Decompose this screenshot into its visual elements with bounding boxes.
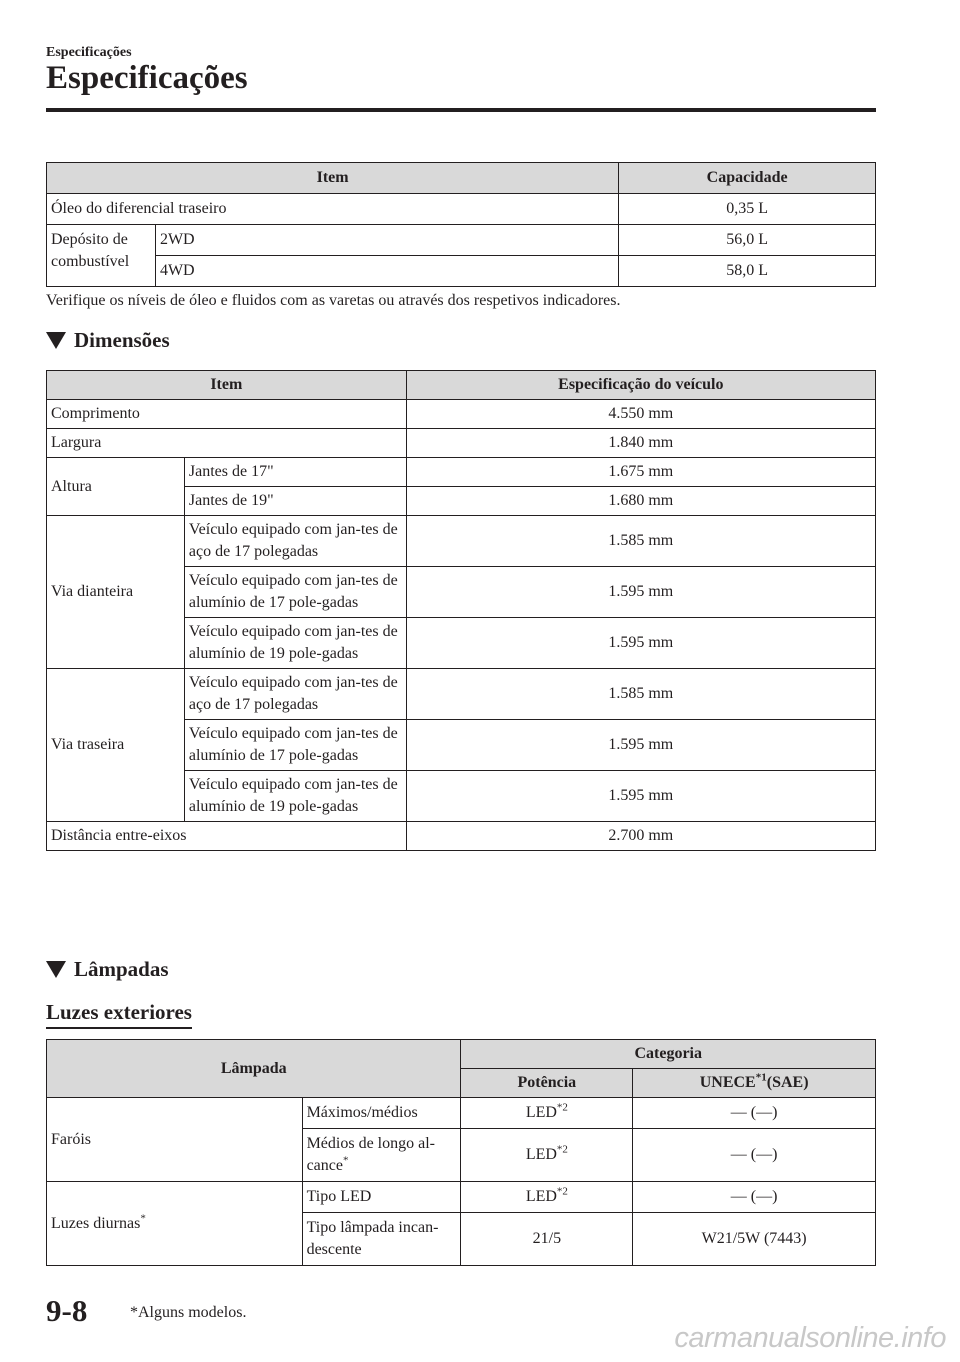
row-sublabel: Máximos/médios xyxy=(302,1098,461,1129)
column-header-lamp: Lâmpada xyxy=(47,1040,461,1098)
section-heading-lamps xyxy=(46,957,169,982)
column-header-item: Item xyxy=(47,163,619,194)
row-group-label: Via dianteira xyxy=(47,516,185,669)
section-heading-dimensions xyxy=(46,328,170,353)
title-rule xyxy=(46,108,876,112)
row-power: LED$^{*2}$ xyxy=(461,1182,633,1213)
table-header-row xyxy=(47,371,876,400)
table-row xyxy=(47,194,876,225)
row-sublabel: Veículo equipado com jan-tes de alumínio de 19 pole-gadas xyxy=(184,771,406,822)
row-value: 4.550 mm xyxy=(406,400,875,429)
column-header-category: Categoria xyxy=(461,1040,876,1069)
row-unece: — (—) xyxy=(633,1182,876,1213)
column-header-unece: UNECE$^{*1}$(SAE) xyxy=(633,1069,876,1098)
row-sublabel: Veículo equipado com jan-tes de aço de 17 polegadas xyxy=(184,516,406,567)
table-row xyxy=(47,429,876,458)
row-sublabel: Veículo equipado com jan-tes de alumínio de 17 pole-gadas xyxy=(184,567,406,618)
watermark: carmanualsonline.info xyxy=(674,1322,946,1354)
section-heading-text: Lâmpadas xyxy=(74,957,169,981)
table-row xyxy=(47,822,876,851)
table-row xyxy=(47,1098,876,1129)
row-label: Distância entre-eixos xyxy=(47,822,407,851)
table-header-row xyxy=(47,163,876,194)
row-sublabel: Médios de longo al-cance* xyxy=(302,1129,461,1182)
breadcrumb: Especificações xyxy=(46,45,132,60)
row-value: 2.700 mm xyxy=(406,822,875,851)
row-group-label: Faróis xyxy=(47,1098,303,1182)
row-sublabel: Jantes de 19" xyxy=(184,487,406,516)
triangle-bullet-icon xyxy=(46,332,66,349)
page-number: 9-8 xyxy=(46,1293,88,1328)
column-header-power: Potência xyxy=(461,1069,633,1098)
row-sublabel: Veículo equipado com jan-tes de aço de 17 polegadas xyxy=(184,669,406,720)
row-value: 1.680 mm xyxy=(406,487,875,516)
row-power: 21/5 xyxy=(461,1213,633,1266)
row-label: Óleo do diferencial traseiro xyxy=(47,194,619,225)
row-value: 1.585 mm xyxy=(406,669,875,720)
capacity-note: Verifique os níveis de óleo e fluidos com as varetas ou através dos respetivos indicadores. xyxy=(46,292,621,309)
column-header-capacity: Capacidade xyxy=(619,163,876,194)
subheading-exterior-lights: Luzes exteriores xyxy=(46,1000,192,1029)
capacity-table xyxy=(46,162,876,287)
row-group-label: Depósito de combustível xyxy=(47,225,156,287)
triangle-bullet-icon xyxy=(46,961,66,978)
row-power: LED$^{*2}$ xyxy=(461,1129,633,1182)
section-heading-text: Dimensões xyxy=(74,328,170,352)
row-label: Comprimento xyxy=(47,400,407,429)
row-value: 1.595 mm xyxy=(406,771,875,822)
lamps-table xyxy=(46,1039,876,1266)
row-value: 0,35 L xyxy=(619,194,876,225)
column-header-item: Item xyxy=(47,371,407,400)
table-row xyxy=(47,225,876,256)
row-sublabel: Veículo equipado com jan-tes de alumínio de 17 pole-gadas xyxy=(184,720,406,771)
row-value: 58,0 L xyxy=(619,256,876,287)
row-sublabel: Veículo equipado com jan-tes de alumínio de 19 pole-gadas xyxy=(184,618,406,669)
row-value: 1.595 mm xyxy=(406,618,875,669)
row-value: 1.675 mm xyxy=(406,458,875,487)
dimensions-table xyxy=(46,370,876,851)
row-sublabel: 4WD xyxy=(155,256,618,287)
page-title: Especificações xyxy=(46,60,248,96)
row-sublabel: Tipo lâmpada incan-descente xyxy=(302,1213,461,1266)
row-unece: W21/5W (7443) xyxy=(633,1213,876,1266)
row-sublabel: Jantes de 17" xyxy=(184,458,406,487)
row-value: 1.595 mm xyxy=(406,567,875,618)
row-label: Largura xyxy=(47,429,407,458)
footnote: *Alguns modelos. xyxy=(130,1304,247,1321)
row-value: 56,0 L xyxy=(619,225,876,256)
row-unece: — (—) xyxy=(633,1129,876,1182)
table-row xyxy=(47,669,876,720)
row-sublabel: Tipo LED xyxy=(302,1182,461,1213)
row-group-label: Altura xyxy=(47,458,185,516)
table-row xyxy=(47,516,876,567)
column-header-spec: Especificação do veículo xyxy=(406,371,875,400)
row-group-label: Via traseira xyxy=(47,669,185,822)
table-header-row xyxy=(47,1040,876,1069)
table-row xyxy=(47,458,876,487)
row-sublabel: 2WD xyxy=(155,225,618,256)
table-row xyxy=(47,400,876,429)
row-group-label: Luzes diurnas* xyxy=(47,1182,303,1266)
table-row xyxy=(47,1182,876,1213)
row-value: 1.595 mm xyxy=(406,720,875,771)
table-row xyxy=(47,256,876,287)
row-value: 1.585 mm xyxy=(406,516,875,567)
row-power: LED$^{*2}$ xyxy=(461,1098,633,1129)
row-value: 1.840 mm xyxy=(406,429,875,458)
row-unece: — (—) xyxy=(633,1098,876,1129)
